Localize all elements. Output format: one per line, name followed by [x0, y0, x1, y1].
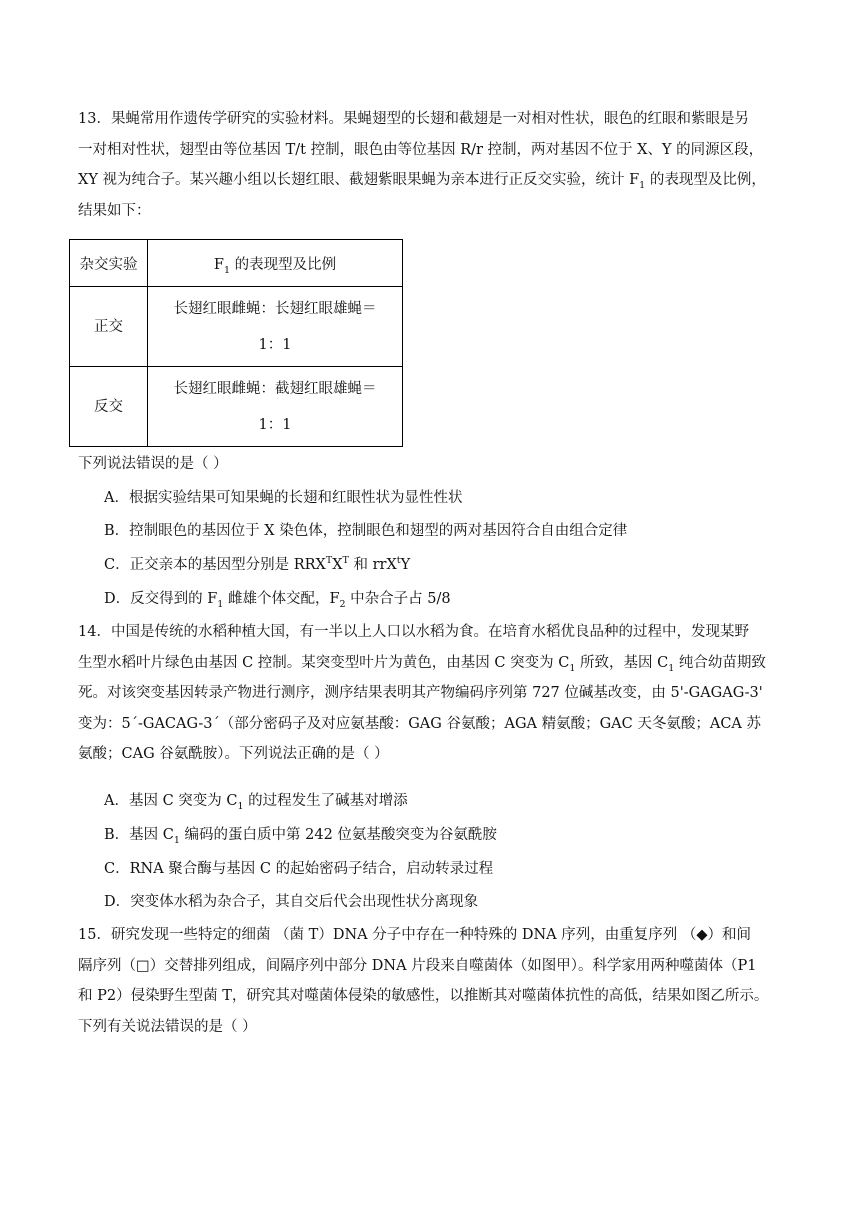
q14-option-b: B．基因 $C_1$ 编码的蛋白质中第 242 位氨基酸突变为谷氨酰胺 — [104, 827, 497, 846]
q14-option-c: C．RNA 聚合酶与基因 C 的起始密码子结合，启动转录过程 — [104, 861, 494, 877]
q14-stem — [78, 617, 780, 770]
q14-line5: 氨酸；CAG 谷氨酰胺）。下列说法正确的是（ ） — [78, 746, 389, 762]
q13-option-c: C．正交亲本的基因型分别是 $RRX^TX^T$ 和 rrX$^t$Y — [104, 555, 411, 573]
q14-line4: 变为：5´-GACAG-3´（部分密码子及对应氨基酸：GAG 谷氨酸；AGA 精氨酸；GAC 天冬氨酸；ACA 苏 — [78, 715, 762, 732]
table-row — [70, 367, 403, 447]
q13-line3: XY 视为纯合子。某兴趣小组以长翅红眼、截翅紫眼果蝇为亲本进行正反交实验，统计 $F_1$ 的表现型及比例， — [78, 172, 766, 191]
cell-cross: 反交 — [70, 367, 148, 447]
q13-result-table — [69, 239, 403, 447]
header-phenotype: $F_1$ 的表现型及比例 — [148, 240, 403, 287]
q15-line4: 下列有关说法错误的是（ ） — [78, 1018, 257, 1035]
q14-option-a: A．基因 C 突变为 $C_1$ 的过程发生了碱基对增添 — [104, 793, 408, 812]
q14-line3: 死。对该突变基因转录产物进行测序，测序结果表明其产物编码序列第 727 位碱基改变，由 5'-GAGAG-3' — [78, 685, 763, 701]
header-cross: 杂交实验 — [70, 240, 148, 287]
table-row — [70, 287, 403, 367]
q13-line1: 13．果蝇常用作遗传学研究的实验材料。果蝇翅型的长翅和截翅是一对相对性状，眼色的红眼和紫眼是另 — [78, 111, 749, 127]
cell-cross: 正交 — [70, 287, 148, 367]
q14-line1: 14．中国是传统的水稻种植大国，有一半以上人口以水稻为食。在培育水稻优良品种的过程中，发现某野 — [78, 624, 749, 640]
q13-option-d: D．反交得到的 $F_1$ 雌雄个体交配，$F_2$ 中杂合子占 5/8 — [104, 591, 451, 610]
cell-result: 长翅红眼雌蝇：长翅红眼雄蝇＝ 1：1 — [148, 287, 403, 367]
q15-stem — [78, 920, 780, 1042]
q14-line2: 生型水稻叶片绿色由基因 C 控制。某突变型叶片为黄色，由基因 C 突变为 $C_1$ 所致，基因 $C_1$ 纯合幼苗期致 — [78, 654, 766, 674]
q13-option-a: A．根据实验结果可知果蝇的长翅和红眼性状为显性性状 — [104, 490, 463, 506]
q13-option-b: B．控制眼色的基因位于 X 染色体，控制眼色和翅型的两对基因符合自由组合定律 — [104, 523, 628, 539]
cell-result: 长翅红眼雌蝇：截翅红眼雄蝇＝ 1：1 — [148, 367, 403, 447]
q15-line3: 和 P2）侵染野生型菌 T，研究其对噬菌体侵染的敏感性，以推断其对噬菌体抗性的高低，结果如图乙所示。 — [78, 988, 769, 1004]
q13-prompt: 下列说法错误的是（ ） — [78, 456, 228, 472]
q15-line1: 15．研究发现一些特定的细菌 （菌 T）DNA 分子中存在一种特殊的 DNA 序列，由重复序列 （◆）和间 — [78, 927, 751, 943]
q14-option-d: D．突变体水稻为杂合子，其自交后代会出现性状分离现象 — [104, 894, 479, 910]
q13-stem — [78, 104, 780, 226]
q13-line4: 结果如下： — [78, 202, 151, 219]
table-header-row — [70, 240, 403, 287]
q15-line2: 隔序列（□）交替排列组成，间隔序列中部分 DNA 片段来自噬菌体（如图甲）。科学家用两种噬菌体（P1 — [78, 957, 757, 974]
q13-line2: 一对相对性状，翅型由等位基因 T/t 控制，眼色由等位基因 R/r 控制，两对基因不位于 X、Y 的同源区段， — [78, 141, 764, 158]
